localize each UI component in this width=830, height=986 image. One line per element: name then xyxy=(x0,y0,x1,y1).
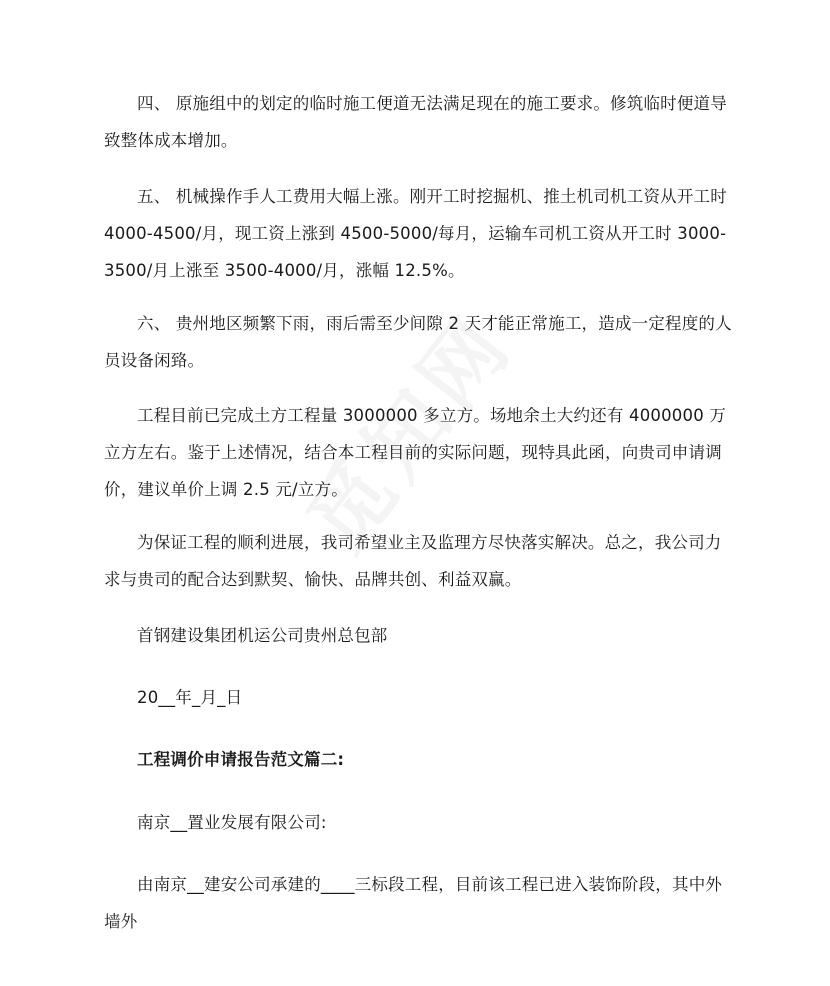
paragraph-item-5: 五、 机械操作手人工费用大幅上涨。刚开工时挖掘机、推土机司机工资从开工时4000-4500/月，现工资上涨到 4500-5000/每月，运输车司机工资从开工时 3000-3500/月上涨至 3500-4000/月，涨幅 12.5%。 xyxy=(104,187,727,280)
signature-company: 首钢建设集团机运公司贵州总包部 xyxy=(137,626,388,645)
signature-date: 20__年_月_日 xyxy=(137,688,243,707)
paragraph-closing: 为保证工程的顺利进展，我司希望业主及监理方尽快落实解决。总之，我公司力求与贵司的配合达到默契、愉快、品牌共创、利益双赢。 xyxy=(104,533,722,589)
paragraph-progress: 工程目前已完成土方工程量 3000000 多立方。场地余土大约还有 4000000 万立方左右。鉴于上述情况，结合本工程目前的实际问题，现特具此函，向贵司申请调价，建议单价上调 2.5 元/立方。 xyxy=(104,406,727,499)
section-heading: 工程调价申请报告范文篇二: xyxy=(137,750,345,769)
paragraph-item-4: 四、 原施组中的划定的临时施工便道无法满足现在的施工要求。修筑临时便道导致整体成本增加。 xyxy=(104,94,727,150)
addressee: 南京__置业发展有限公司: xyxy=(137,813,327,832)
body-paragraph: 由南京__建安公司承建的____三标段工程，目前该工程已进入装饰阶段，其中外墙外 xyxy=(104,875,723,931)
paragraph-item-6: 六、 贵州地区频繁下雨，雨后需至少间隙 2 天才能正常施工，造成一定程度的人员设备闲臵。 xyxy=(104,314,732,370)
